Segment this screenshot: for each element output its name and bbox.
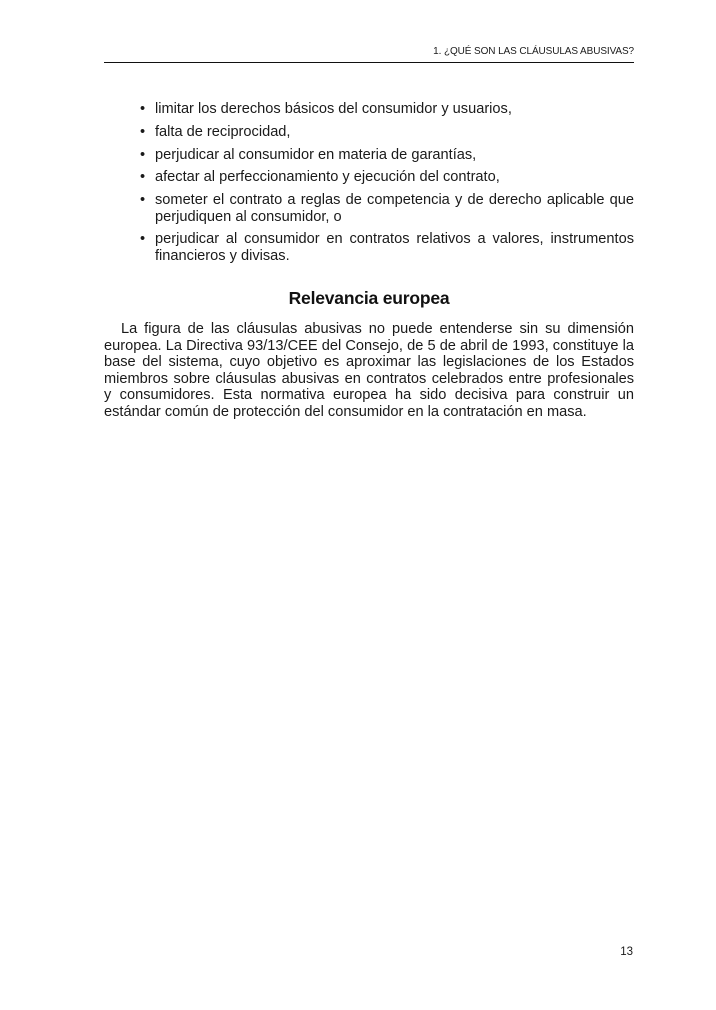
list-item-text: perjudicar al consumidor en materia de garantías,: [155, 146, 477, 163]
bullet-icon: •: [140, 192, 146, 209]
list-item: [138, 192, 634, 225]
body-paragraph: La figura de las cláusulas abusivas no puede entenderse sin su dimensión europea. La Directiva 93/13/CEE del Consejo, de 5 de abril de 1993, constituye la base del sistema, cuyo objetivo es aproximar las legislaciones de los Estados miembros sobre cláusulas abusivas en contratos celebrados entre profesionales y consumidores. Esta normativa europea ha sido decisiva para construir un estándar común de protección del consumidor en la contratación en masa.: [104, 321, 634, 420]
running-header: 1. ¿QUÉ SON LAS CLÁUSULAS ABUSIVAS?: [433, 46, 634, 57]
bullet-icon: •: [140, 101, 146, 117]
list-item: [138, 231, 634, 264]
bullet-icon: •: [140, 231, 146, 248]
bullet-list: [138, 101, 634, 271]
list-item: [138, 101, 634, 118]
list-item: [138, 147, 634, 164]
section-heading: Relevancia europea: [288, 288, 450, 308]
list-item-text: someter el contrato a reglas de competencia y de derecho aplicable que perjudiquen al consumidor, o: [155, 192, 634, 225]
list-item-text: limitar los derechos básicos del consumidor y usuarios,: [155, 101, 512, 117]
header-rule: [104, 62, 634, 63]
list-item: [138, 124, 634, 141]
list-item-text: perjudicar al consumidor en contratos relativos a valores, instrumentos financieros y divisas.: [155, 231, 634, 264]
bullet-icon: •: [140, 146, 146, 163]
bullet-icon: •: [140, 123, 146, 140]
bullet-icon: •: [140, 169, 146, 186]
page-number: 13: [620, 946, 633, 958]
list-item: [138, 169, 634, 186]
list-item-text: afectar al perfeccionamiento y ejecución del contrato,: [155, 169, 500, 186]
list-item-text: falta de reciprocidad,: [155, 123, 291, 140]
